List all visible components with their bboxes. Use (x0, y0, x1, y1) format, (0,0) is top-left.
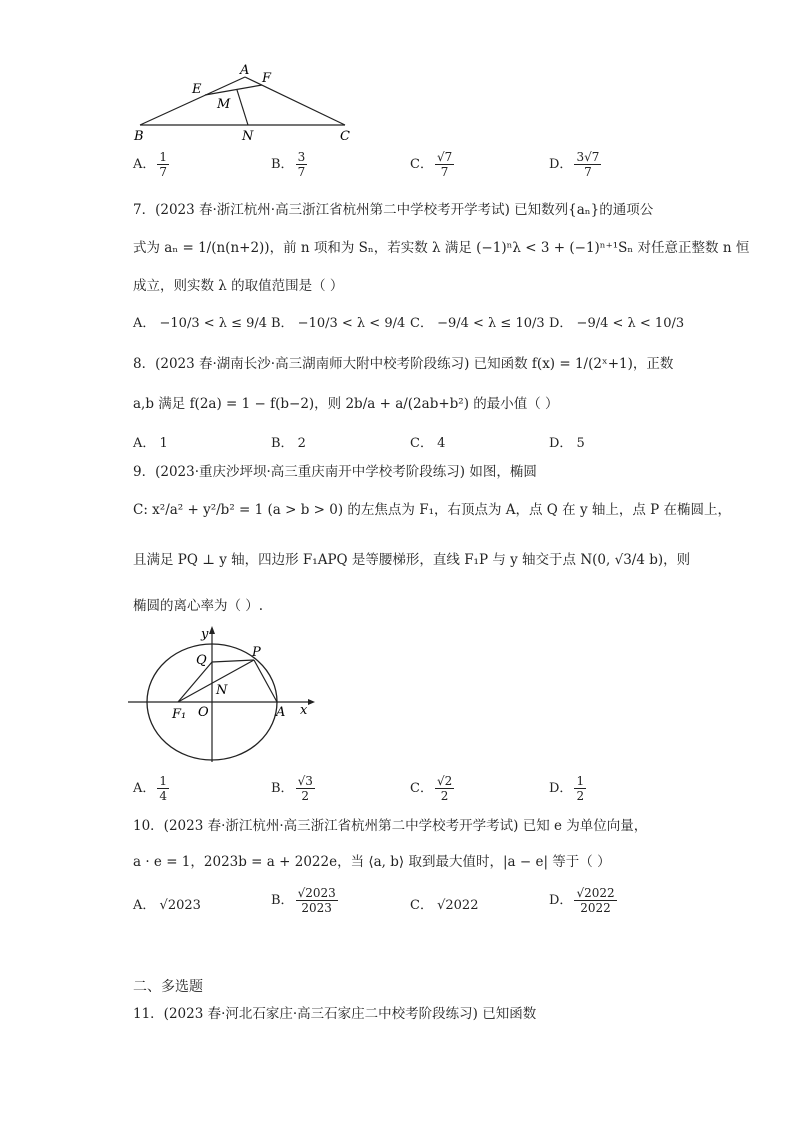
q7-option-d[interactable]: D． −9/4 < λ < 10/3 (549, 316, 685, 331)
label-Q: Q (196, 653, 207, 668)
q10-line1: 10．(2023 春·浙江杭州·高三浙江省杭州第二中学校考开学考试) 已知 e 为单位向量， (133, 818, 648, 834)
q10-option-a[interactable]: A． √2023 (133, 898, 201, 913)
q6-option-c[interactable]: C． $\frac{√7}{7}$ (410, 150, 453, 179)
q9-line4: 椭圆的离心率为（ ）. (133, 598, 264, 614)
q6-option-b[interactable]: B． $\frac{3}{7}$ (271, 150, 306, 179)
q8-option-b[interactable]: B． 2 (271, 436, 306, 451)
label-B: B (134, 129, 144, 144)
label-E: E (192, 82, 202, 97)
label-x: x (300, 703, 308, 718)
triangle-figure (130, 60, 360, 145)
q11-line1: 11．(2023 春·河北石家庄·高三石家庄二中校考阶段练习) 已知函数 (133, 1006, 537, 1022)
q9-line1: 9．(2023·重庆沙坪坝·高三重庆南开中学校考阶段练习) 如图，椭圆 (133, 464, 537, 480)
label-P: P (252, 645, 261, 660)
label-A: A (240, 63, 250, 78)
label-N: N (216, 683, 228, 698)
q7-option-c[interactable]: C． −9/4 < λ ≤ 10/3 (410, 316, 545, 331)
q8-line2: a,b 满足 f(2a) = 1 − f(b−2)，则 2b/a + a/(2ab+b²) 的最小值（ ） (133, 396, 559, 412)
ellipse-figure (128, 622, 328, 767)
q7-line1: 7．(2023 春·浙江杭州·高三浙江省杭州第二中学校考开学考试) 已知数列{aₙ}的通项公 (133, 202, 654, 218)
q10-line2: a · e = 1，2023b = a + 2022e，当 ⟨a, b⟩ 取到最大值时，|a − e| 等于（ ） (133, 854, 611, 870)
label-N: N (242, 129, 254, 144)
q8-option-c[interactable]: C． 4 (410, 436, 446, 451)
q7-option-a[interactable]: A． −10/3 < λ ≤ 9/4 (133, 316, 268, 331)
q7-line2: 式为 aₙ = 1/(n(n+2))，前 n 项和为 Sₙ，若实数 λ 满足 (−1)ⁿλ < 3 + (−1)ⁿ⁺¹Sₙ 对任意正整数 n 恒 (133, 240, 750, 256)
q8-option-d[interactable]: D． 5 (549, 436, 585, 451)
label-F1: F₁ (172, 707, 187, 722)
q8-option-a[interactable]: A． 1 (133, 436, 168, 451)
label-O: O (198, 705, 209, 720)
q9-option-d[interactable]: D． $\frac{1}{2}$ (549, 774, 585, 803)
label-y: y (201, 627, 209, 642)
label-C: C (340, 129, 350, 144)
q7-option-b[interactable]: B． −10/3 < λ < 9/4 (271, 316, 406, 331)
q10-option-c[interactable]: C． √2022 (410, 898, 479, 913)
q6-option-a[interactable]: A． $\frac{1}{7}$ (133, 150, 168, 179)
q9-option-a[interactable]: A． $\frac{1}{4}$ (133, 774, 168, 803)
q9-option-b[interactable]: B． $\frac{√3}{2}$ (271, 774, 313, 803)
q9-line2: C: x²/a² + y²/b² = 1 (a > b > 0) 的左焦点为 F₁，右顶点为 A，点 Q 在 y 轴上，点 P 在椭圆上， (133, 502, 732, 518)
label-F: F (262, 71, 272, 86)
section-heading: 二、多选题 (133, 979, 203, 995)
label-M: M (217, 97, 231, 112)
q9-line3: 且满足 PQ ⊥ y 轴，四边形 F₁APQ 是等腰梯形，直线 F₁P 与 y 轴交于点 N(0, √3/4 b)，则 (133, 552, 691, 568)
q10-option-d[interactable]: D． $\frac{√2022}{2022}$ (549, 886, 615, 915)
label-A: A (276, 705, 286, 720)
q9-option-c[interactable]: C． $\frac{√2}{2}$ (410, 774, 453, 803)
q6-option-d[interactable]: D． $\frac{3√7}{7}$ (549, 150, 600, 179)
q7-line3: 成立，则实数 λ 的取值范围是（ ） (133, 278, 344, 294)
q10-option-b[interactable]: B． $\frac{√2023}{2023}$ (271, 886, 336, 915)
q8-line1: 8．(2023 春·湖南长沙·高三湖南师大附中校考阶段练习) 已知函数 f(x) = 1/(2ˣ+1)，正数 (133, 356, 674, 372)
